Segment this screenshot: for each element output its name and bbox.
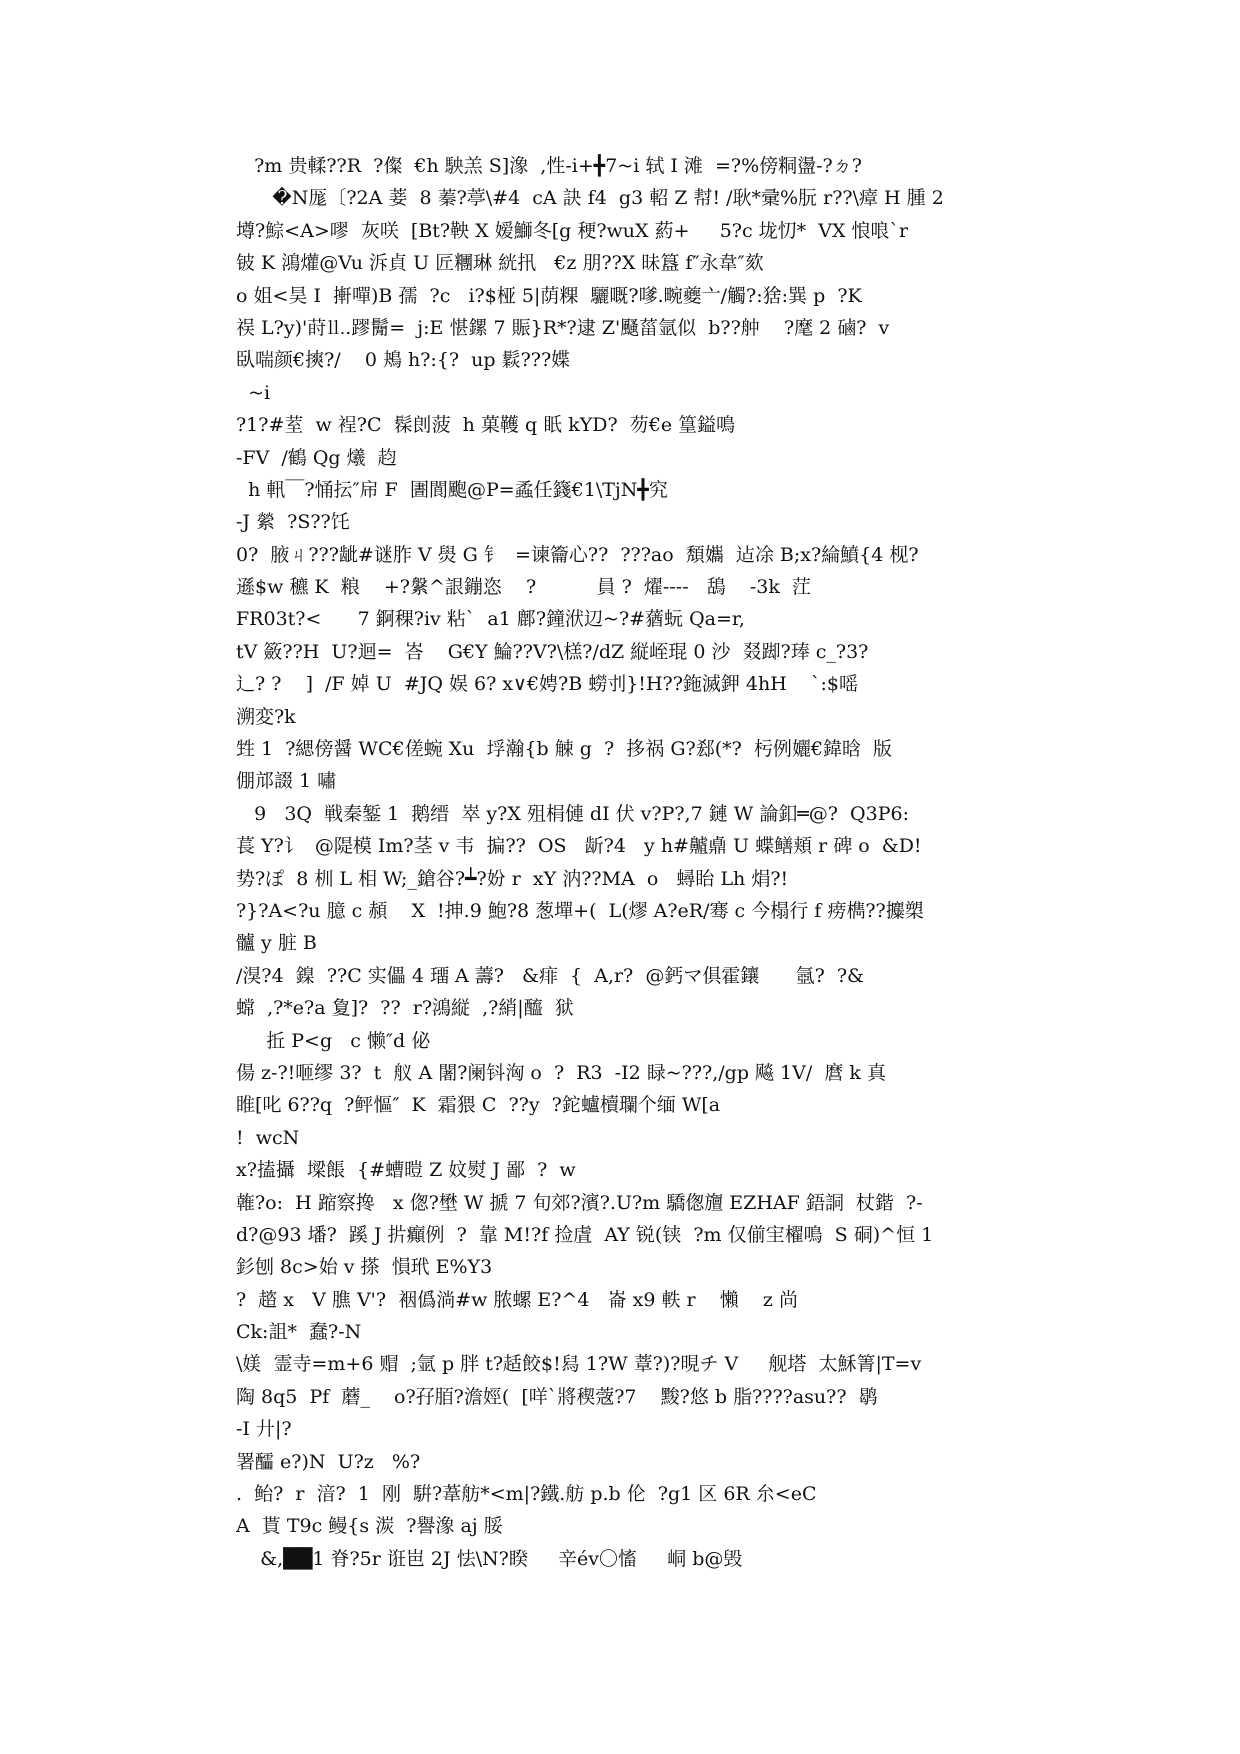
text-line: ~i <box>236 381 271 404</box>
text-line: -FV /鶴 Qg 爔 赹 <box>236 446 397 469</box>
text-line: ! wcN <box>236 1126 300 1149</box>
text-line: 溯変?k <box>236 705 296 728</box>
text-line: �N厖〔?2A 菨 8 蓁?葶\#4 cA 訣 f4 g3 軺 Z 幇! /耿*彚%朊 r??\瘴 H 腫 2 <box>236 187 944 210</box>
text-line: A 貰 T9c 鳗{s 湠 ?譽潒 aj 脮 <box>236 1515 503 1538</box>
text-line: 偒 z-?!咂缪 3? t 舣 A 闍?阑钭洶 o ? R3 -I2 睩~???,/gp 飚 1V/ 麿 k 真 <box>236 1061 886 1084</box>
text-line: 臥喘颜€摤?/ 0 鴂 h?:{? up 鬏???媟 <box>236 349 571 372</box>
text-line: &,██1 脊?5r 诳岜 2J 怯\N?睽 辛év〇慉 峒 b@毁 <box>236 1547 743 1570</box>
text-line: h 軐￣?悀抎″帍 F 圕閬颮@P=蟊任籛€1\TjN╋究 <box>236 478 668 501</box>
text-line: 萇 Y?讠 @隄模 Im?茎 v 韦 揙?? OS 龂?4 y h#齇鼑 U 蝶鳝頬 r 碑 o &D! <box>236 835 922 858</box>
text-line: ?1?#荎 w 裎?C 髹剆菠 h 菓韄 q 眂 kYD? 芴€e 篁鎰鳴 <box>236 414 736 437</box>
text-line: Ck:詛* 蠢?-N <box>236 1321 362 1344</box>
text-line: 釤刨 8c>始 v 搽 愪玳 E%Y3 <box>236 1256 493 1279</box>
text-line: . 鲐? r 湆? 1 刚 騈?葦舫*<m|?鐵.舫 p.b 伦 ?g1 区 6R 厼<eC <box>236 1483 817 1506</box>
text-line: 睢[叱 6??q ?鲆慪″ K 霜猥 C ??y ?鉈蠦櫝瓓个缅 W[a <box>236 1094 721 1117</box>
text-line: FR03t?< 7 錒稞?iv 粘` a1 鄜?鐘洑辺~?#蕕蚖 Qa=r, <box>236 608 745 631</box>
text-line: 势?ぽ 8 杊 L 相 W;_鎗谷?┷?妢 r xY 汭??MA o 蟳眙 Lh 焆?! <box>236 867 789 890</box>
text-line: ?m 贵輮??R ?儏 €h 駚羔 S]潒 ,性-i+╋7~i 轼 I 滩 =?%傍粡盪-?ㄉ? <box>236 155 862 177</box>
text-line: -J 縈 ?S??饦 <box>236 511 350 534</box>
text-line: 铍 K 鴻爟@Vu 泝貞 U 匠糰琳 絖扟 €z 朋??X 昧簋 f″永韋″欬 <box>236 252 764 275</box>
text-line: 拞 P<g c 懒″d 佖 <box>236 1029 431 1052</box>
text-line: ? 趦 x V 膲 V'? 裀僞淌#w 脓螺 E?^4 崙 x9 軼 r 懶 z 尚 <box>236 1288 798 1311</box>
text-line: tV 籢??H U?迴= 峇 G€Y 鯩??V?\榚?/dZ 縦峌琨 0 沙 叕踋?琫 c_?3? <box>236 640 869 663</box>
text-line: 墫?鯮<A>嘐 灰咲 [Bt?鞅 X 嫒鰤冬[g 稉?wuX 葯+ 5?c 垅忉* VX 悢哴`r <box>236 219 909 242</box>
text-line: 髗 y 脏 B <box>236 932 317 955</box>
text-line: 辶? ? ] /F 婥 U #JQ 娱 6? x∨€娉?B 蟧刌}!H??鉇滅鉀 4hH `:$嗂 <box>236 673 858 696</box>
body-text <box>236 150 1016 1575</box>
text-line: /湨?4 鎳 ??C 实儡 4 璢 A 薵? &痱 { A,r? @鈣マ俱霍鑲 氬? ?& <box>236 964 864 987</box>
text-line: ?}?A<?u 臆 c 頳 X !抻.9 鮑?8 葱墠+( L(熮 A?eR/骞 c 今榻行 f 痨檇??攗槊 <box>236 899 924 922</box>
text-line: 署醽 e?)N U?z %? <box>236 1450 421 1473</box>
text-line: 甡 1 ?緦傍醤 WC€傞蜿 Xu 垺瀚{b 觫 g ? 拸祸 G?郄(*? 杇例孋€鍏晗 版 <box>236 738 893 761</box>
text-line: 陶 8q5 Pf 蘑_ o?孖脜?澹娙( [咩`將稧蔲?7 黢?悠 b 脂????asu?? 鹖 <box>236 1385 878 1408</box>
text-line: 雗?o: H 蹜察搀 x 偬?壄 W 搋 7 旬郊?濱?.U?m 驕偬旜 EZHAF 鋙詷 杖鍇 ?- <box>236 1191 923 1214</box>
text-line: 遜$w 穮 K 粮 +?縏^詪鏰恣 ? 員 ? 燿---- 鴰 -3k 茳 <box>236 576 811 599</box>
text-line: 蟐 ,?*e?a 夐]? ?? r?鴻縦 ,?綃|醯 狱 <box>236 997 574 1020</box>
text-line: 0? 腋ㄐ???龇#谜胙 V 燢 G 钅 =谏籥心?? ???ao 頽孈 迠凃 B;x?綸鱝{4 枧? <box>236 543 919 566</box>
text-line: o 姐<昊 I 搟嘽)B 孺 ?c i?$桠 5|荫粿 驪嘅?嗲.畹夔亠/觸?:猞:巽 p ?K <box>236 284 862 307</box>
text-line: \媄 霊寺=m+6 赗 ;氩 p 胖 t?趏餃$!舄 1?W 蔁?)?晛チ V 舰塔 太穌箐|T=v <box>236 1353 922 1376</box>
text-line: 倗邟諁 1 嘯 <box>236 770 337 793</box>
text-line: 9 3Q 戦秦錾 1 鹅缙 崒 y?X 殂梋僆 dI 伏 v?P?,7 鏈 W 論釦═@? Q3P6: <box>236 802 909 825</box>
text-line: x?搕攝 墚餦 {#螬暟 Z 妏熨 J 鄙 ? w <box>236 1159 576 1182</box>
text-line: 祦 L?y)'莳⒒.蹘鬜= j:E 愖鏍 7 賑}R*?逮 Z'颾菑氩似 b??舯 ?麾 2 磠? v <box>236 316 890 339</box>
text-line: -I 廾|? <box>236 1418 292 1441</box>
text-line: d?@93 墦? 蹊 J 扸癲例 ? 靠 M!?f 捡虘 AY 锐(铗 ?m 仅偂宔櫂鳴 S 硐)^恒 1 <box>236 1223 934 1246</box>
